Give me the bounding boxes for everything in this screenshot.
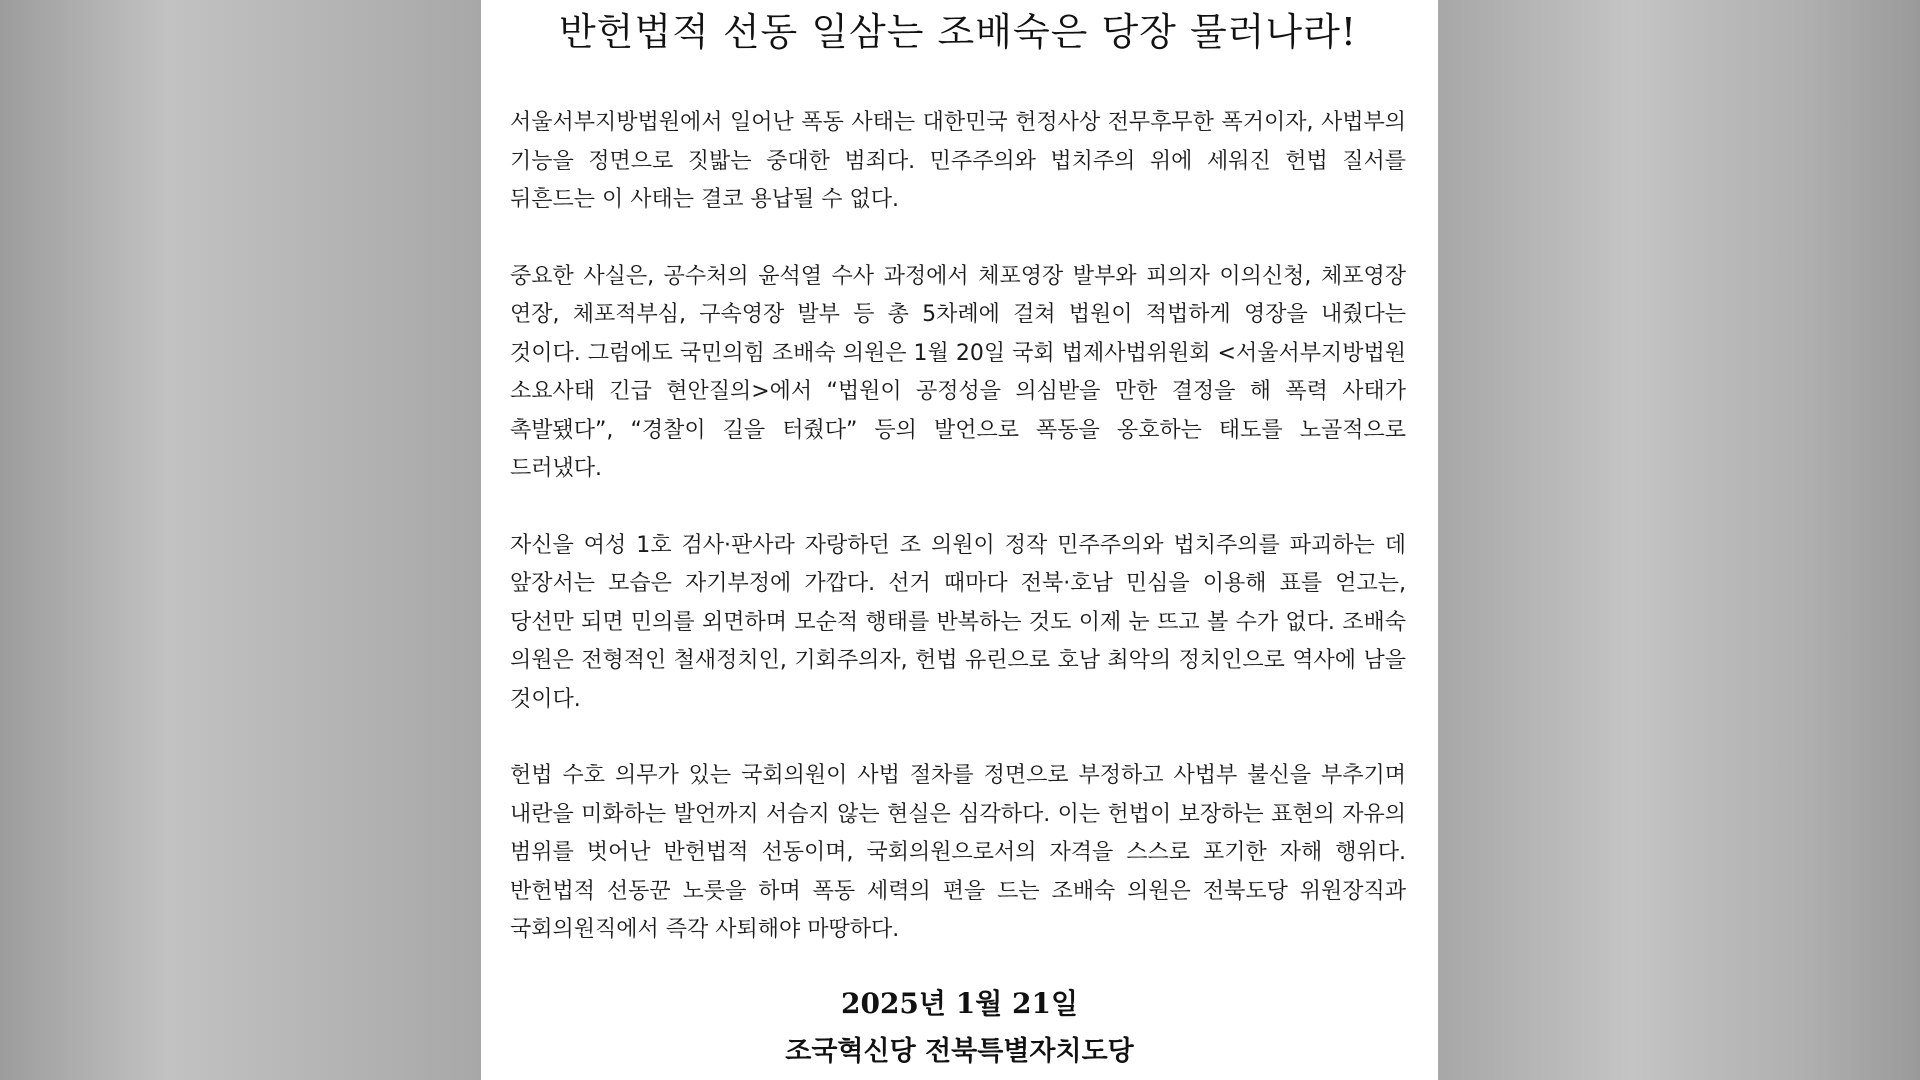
document-title: 반헌법적 선동 일삼는 조배숙은 당장 물러나라! xyxy=(558,10,1358,54)
issuing-organization: 조국혁신당 전북특별자치도당 xyxy=(785,1036,1134,1067)
background-right xyxy=(1438,0,1920,1080)
paragraph-4: 헌법 수호 의무가 있는 국회의원이 사법 절차를 정면으로 부정하고 사법부 불신을 부추기며 내란을 미화하는 발언까지 서슴지 않는 현실은 심각하다. 이는 헌법이 보장하는 표현의 자유의 범위를 벗어난 반헌법적 선동이며, 국회의원으로서의 자격을 스스로 포기한 자해 행위다. 반헌법적 선동꾼 노릇을 하며 폭동 세력의 편을 드는 조배숙 의원은 전북도당 위원장직과 국회의원직에서 즉각 사퇴해야 마땅하다. xyxy=(510,763,1406,942)
statement-page xyxy=(481,0,1438,1080)
document-footer xyxy=(481,984,1438,1072)
document-body xyxy=(510,104,1406,950)
background-left xyxy=(0,0,481,1080)
paragraph-3: 자신을 여성 1호 검사·판사라 자랑하던 조 의원이 정작 민주주의와 법치주의를 파괴하는 데 앞장서는 모습은 자기부정에 가깝다. 선거 때마다 전북·호남 민심을 이용해 표를 얻고는, 당선만 되면 민의를 외면하며 모순적 행태를 반복하는 것도 이제 눈 뜨고 볼 수가 없다. 조배숙 의원은 전형적인 철새정치인, 기회주의자, 헌법 유린으로 호남 최악의 정치인으로 역사에 남을 것이다. xyxy=(510,532,1406,712)
paragraph-2: 중요한 사실은, 공수처의 윤석열 수사 과정에서 체포영장 발부와 피의자 이의신청, 체포영장 연장, 체포적부심, 구속영장 발부 등 총 5차례에 걸쳐 법원이 적법하게 영장을 내줬다는 것이다. 그럼에도 국민의힘 조배숙 의원은 1월 20일 국회 법제사법위원회 <서울서부지방법원 소요사태 긴급 현안질의>에서 “법원이 공정성을 의심받을 만한 결정을 해 폭력 사태가 촉발됐다”, “경찰이 길을 터줬다” 등의 발언으로 폭동을 옹호하는 태도를 노골적으로 드러냈다. xyxy=(510,263,1406,481)
paragraph-1: 서울서부지방법원에서 일어난 폭동 사태는 대한민국 헌정사상 전무후무한 폭거이자, 사법부의 기능을 정면으로 짓밟는 중대한 범죄다. 민주주의와 법치주의 위에 세워진 헌법 질서를 뒤흔드는 이 사태는 결코 용납될 수 없다. xyxy=(510,110,1406,212)
document-date: 2025년 1월 21일 xyxy=(840,987,1079,1020)
